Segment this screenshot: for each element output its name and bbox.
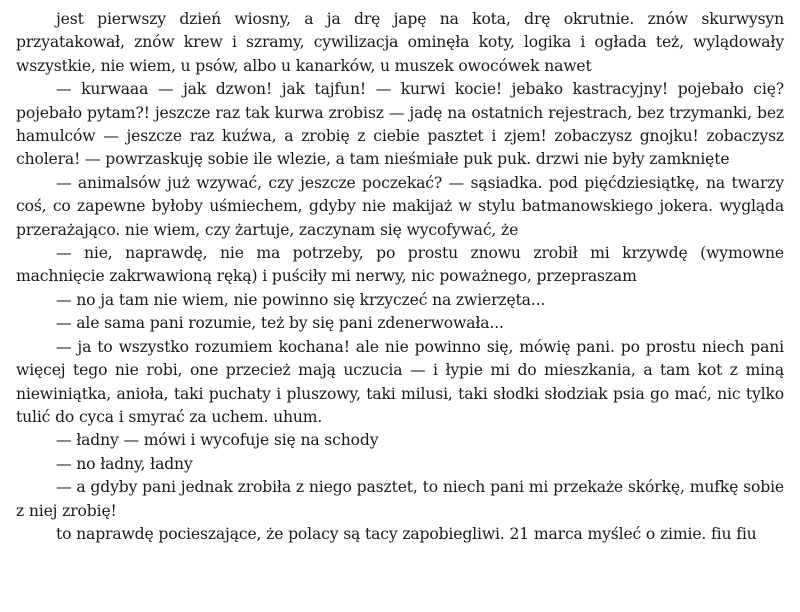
paragraph-10: — a gdyby pani jednak zrobiła z niego pasztet, to niech pani mi przekaże skórkę, mufkę sobie z niej zrobię! [16,478,784,520]
paragraph-6: — ale sama pani rozumie, też by się pani zdenerwowała... [56,314,504,333]
paragraph-7: — ja to wszystko rozumiem kochana! ale nie powinno się, mówię pani. po prostu niech pani więcej tego nie robi, one przecież mają uczucia — i łypie mi do mieszkania, a tam kot z miną niewiniątka, anioła, taki puchaty i pluszowy, taki milusi, taki słodki słodziak psia go mać, nic tylko tulić do cyca i smyrać za uchem. uhum. [16,337,784,426]
paragraph-11: to naprawdę pocieszające, że polacy są tacy zapobiegliwi. 21 marca myśleć o zimie. fiu fiu [56,524,757,543]
paragraph-5: — no ja tam nie wiem, nie powinno się krzyczeć na zwierzęta... [56,290,546,309]
paragraph-3: — animalsów już wzywać, czy jeszcze poczekać? — sąsiadka. pod pięćdziesiątkę, na twarzy coś, co zapewne byłoby uśmiechem, gdyby nie makijaż w stylu batmanowskiego jokera. wygląda przerażająco. nie wiem, czy żartuje, zaczynam się wycofywać, że [16,173,784,239]
paragraph-2: — kurwaaa — jak dzwon! jak tajfun! — kurwi kocie! jebako kastracyjny! pojebało cię? pojebało pytam?! jeszcze raz tak kurwa zrobisz — jadę na ostatnich rejestrach, bez trzymanki, bez hamulców — jeszcze raz kuźwa, a zrobię z ciebie pasztet i zjem! zobaczysz gnojku! zobaczysz cholera! — powrzaskuję sobie ile wlezie, a tam nieśmiałe puk puk. drzwi nie były zamknięte [16,80,784,169]
paragraph-9: — no ładny, ładny [56,454,193,473]
paragraph-4: — nie, naprawdę, nie ma potrzeby, po prostu znowu zrobił mi krzywdę (wymowne machnięcie zakrwawioną ręką) i puściły mi nerwy, nic poważnego, przepraszam [16,244,784,286]
paragraph-1: jest pierwszy dzień wiosny, a ja drę japę na kota, drę okrutnie. znów skurwysyn przyatakował, znów krew i szramy, cywilizacja ominęła koty, logika i ogłada też, wylądowały wszystkie, nie wiem, u psów, albo u kanarków, u muszek owocówek nawet [16,10,784,75]
paragraph-8: — ładny — mówi i wycofuje się na schody [56,431,379,450]
